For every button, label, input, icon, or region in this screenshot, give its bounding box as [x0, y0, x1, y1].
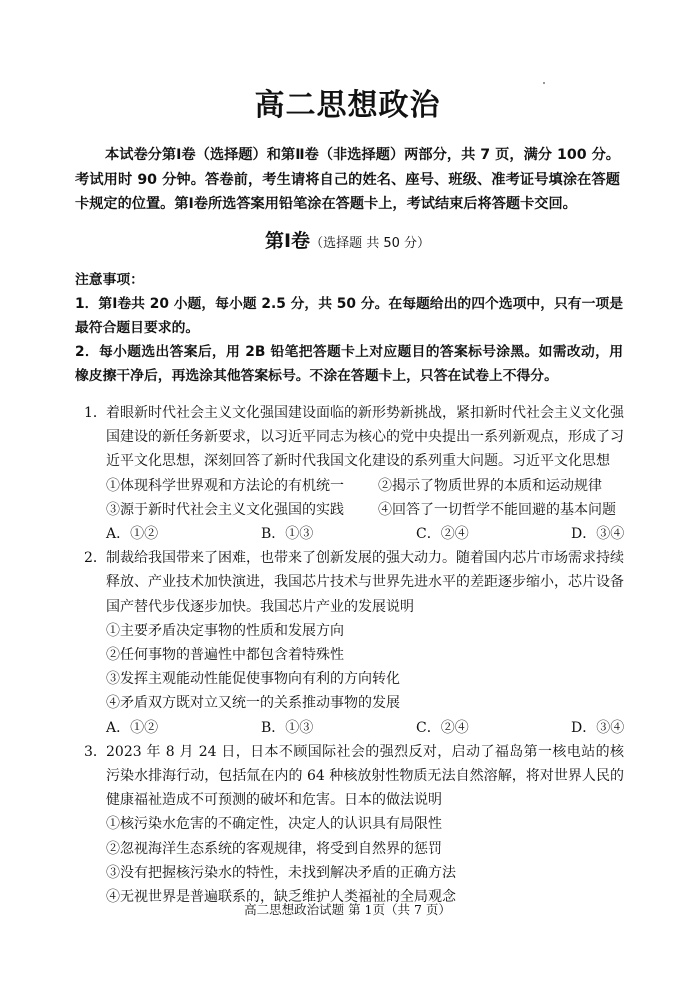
section-heading [0, 226, 695, 253]
choice-d: D．③④ [571, 526, 625, 543]
section-subtitle: （选择题 共 50 分） [310, 236, 431, 251]
statement-option: ③发挥主观能动性能促使事物向有利的方向转化 [106, 671, 400, 688]
statement-option: ②忽视海洋生态系统的客观规律，将受到自然界的惩罚 [106, 840, 442, 857]
answer-choices [84, 522, 624, 546]
statement-option: ④回答了一切哲学不能回避的基本问题 [378, 501, 616, 518]
answer-choices [84, 716, 624, 740]
question-2 [84, 546, 624, 740]
note-item: 1．第Ⅰ卷共 20 小题，每小题 2.5 分，共 50 分。在每题给出的四个选项中，只有一项是最符合题目要求的。 [75, 296, 623, 336]
statement-option: ②揭示了物质世界的本质和运动规律 [378, 477, 602, 494]
choice-b: B．①③ [261, 526, 314, 543]
question-1 [84, 401, 624, 546]
statement-option: ①主要矛盾决定事物的性质和发展方向 [106, 622, 344, 639]
question-list [84, 401, 624, 909]
question-number: 2． [84, 550, 107, 567]
page-title: 高二思想政治 [254, 88, 441, 123]
statement-option: ④矛盾双方既对立又统一的关系推动事物的发展 [106, 695, 400, 712]
choice-a: A．①② [106, 719, 159, 736]
question-stem: 着眼新时代社会主义文化强国建设面临的新形势新挑战，紧扣新时代社会主义文化强国建设的新任务新要求，以习近平同志为核心的党中央提出一系列新观点，形成了习近平文化思想，深刻回答了新时代我国文化建设的系列重大问题。习近平文化思想 [106, 405, 624, 470]
page-footer: 高二思想政治试题 第 1页（共 7 页） [244, 902, 451, 917]
statement-option: ①体现科学世界观和方法论的有机统一 [106, 477, 344, 494]
question-number: 3． [84, 743, 107, 760]
notes-block [75, 268, 623, 388]
question-3 [84, 740, 624, 909]
exam-instructions: 本试卷分第Ⅰ卷（选择题）和第Ⅱ卷（非选择题）两部分，共 7 页，满分 100 分。考试用时 90 分钟。答卷前，考生请将自己的姓名、座号、班级、准考证号填涂在答题卡规定的位置。第Ⅰ卷所选答案用铅笔涂在答题卡上，考试结束后将答题卡交回。 [75, 147, 620, 212]
choice-a: A．①② [106, 526, 159, 543]
statement-option: ④无视世界是普遍联系的，缺乏维护人类福祉的全局观念 [106, 889, 456, 906]
statement-option: ③没有把握核污染水的特性，未找到解决矛盾的正确方法 [106, 864, 456, 881]
choice-d: D．③④ [571, 719, 625, 736]
section-title: 第Ⅰ卷 [264, 230, 311, 252]
choice-c: C．②④ [416, 526, 469, 543]
statement-option: ①核污染水危害的不确定性，决定人的认识具有局限性 [106, 816, 442, 833]
question-stem: 制裁给我国带来了困难，也带来了创新发展的强大动力。随着国内芯片市场需求持续释放、产业技术加快演进，我国芯片技术与世界先进水平的差距逐步缩小，芯片设备国产替代步伐逐步加快。我国芯片产业的发展说明 [106, 550, 624, 615]
statement-option: ②任何事物的普遍性中都包含着特殊性 [106, 647, 344, 664]
note-item: 2．每小题选出答案后，用 2B 铅笔把答题卡上对应题目的答案标号涂黑。如需改动，用橡皮擦干净后，再选涂其他答案标号。不涂在答题卡上，只答在试卷上不得分。 [75, 344, 623, 384]
question-stem: 2023 年 8 月 24 日，日本不顾国际社会的强烈反对，启动了福岛第一核电站的核污染水排海行动，包括氚在内的 64 种核放射性物质无法自然溶解，将对世界人民的健康福祉造成不可预测的破坏和危害。日本的做法说明 [106, 743, 624, 809]
choice-c: C．②④ [416, 719, 469, 736]
choice-b: B．①③ [261, 719, 314, 736]
question-number: 1． [84, 405, 107, 421]
statement-option: ③源于新时代社会主义文化强国的实践 [106, 501, 344, 518]
notes-heading: 注意事项： [75, 272, 144, 288]
